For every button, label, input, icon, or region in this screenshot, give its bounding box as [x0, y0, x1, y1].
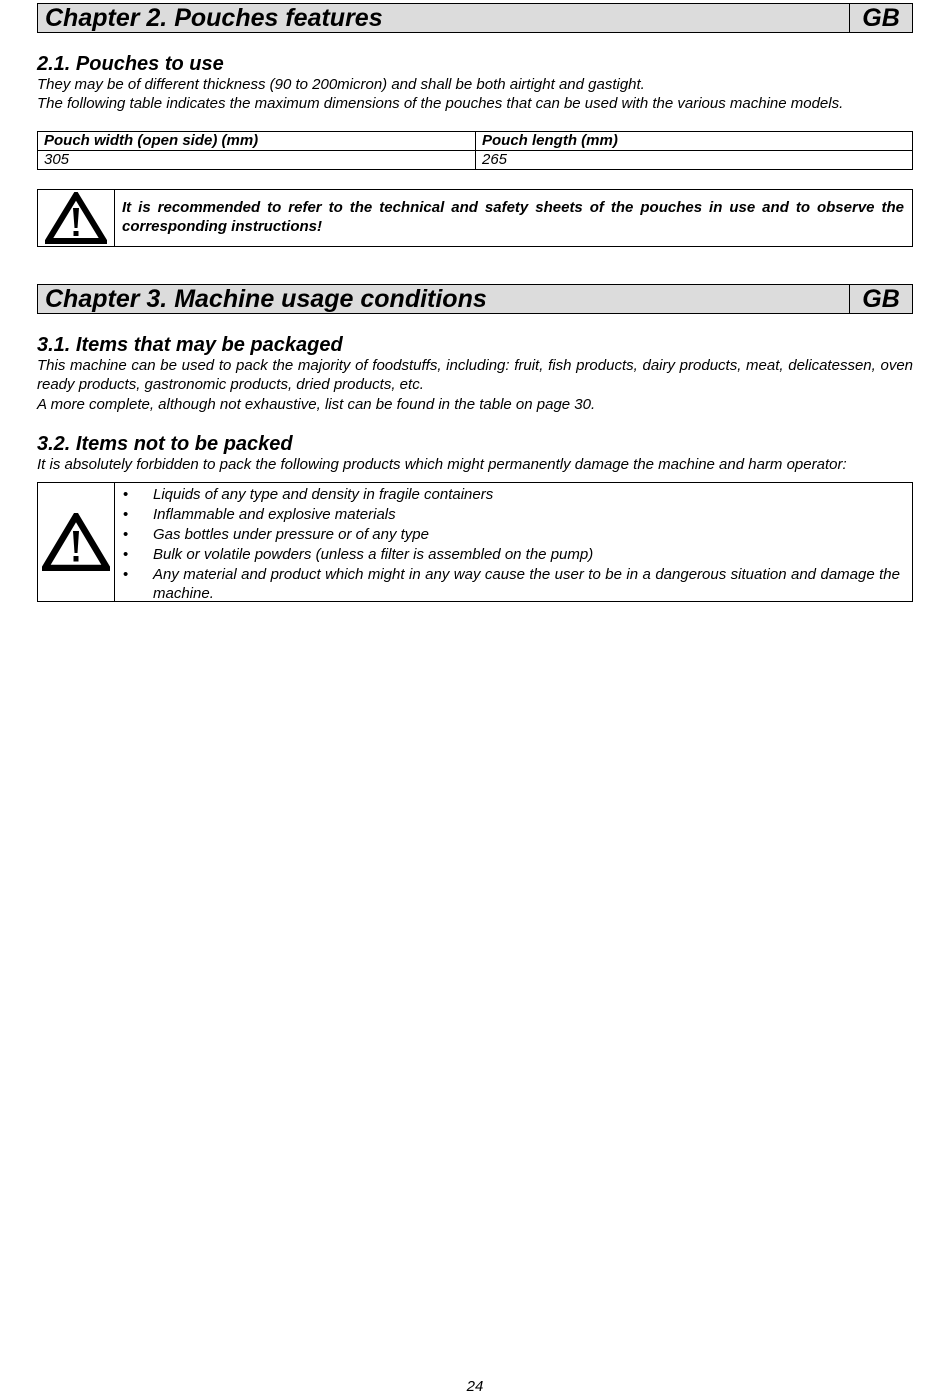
cell-pouch-length: 265 [476, 150, 913, 169]
section-2-1-paragraph-1: They may be of different thickness (90 to 200micron) and shall be both airtight and gastight. [37, 76, 645, 93]
section-3-1-paragraph-1: This machine can be used to pack the majority of foodstuffs, including: fruit, fish products, dairy products, meat, delicatessen, oven ready products, gastronomic products, dried products, etc. [37, 356, 913, 394]
pouch-safety-warning [37, 189, 913, 247]
section-3-2-paragraph-1: It is absolutely forbidden to pack the following products which might permanently damage the machine and harm operator: [37, 456, 847, 474]
list-item: • Gas bottles under pressure or of any type [153, 525, 900, 545]
section-2-1-paragraph-2: The following table indicates the maximum dimensions of the pouches that can be used with the various machine models. [37, 95, 844, 113]
chapter-3-header [37, 284, 913, 314]
chapter-3-title: Chapter 3. Machine usage conditions [45, 284, 487, 313]
pouch-warning-text: It is recommended to refer to the technical and safety sheets of the pouches in use and to observe the corresponding instructions! [122, 198, 904, 236]
table-header-row [38, 131, 913, 150]
header-pouch-length: Pouch length (mm) [476, 131, 913, 150]
warning-icon-cell [38, 483, 115, 601]
forbidden-items-box [37, 482, 913, 602]
page-number: 24 [466, 1378, 484, 1395]
section-3-1-paragraph-2: A more complete, although not exhaustive, list can be found in the table on page 30. [37, 395, 596, 413]
pouch-dimensions-table [37, 131, 913, 170]
section-2-1-heading: 2.1. Pouches to use [37, 53, 224, 75]
forbidden-items-list [115, 483, 912, 601]
chapter-3-language: GB [849, 285, 912, 313]
warning-icon-cell [38, 190, 115, 246]
list-item: • Bulk or volatile powders (unless a filter is assembled on the pump) [153, 545, 900, 565]
chapter-2-language: GB [849, 4, 912, 32]
section-3-1-heading: 3.1. Items that may be packaged [37, 333, 343, 356]
manual-page [37, 3, 913, 602]
chapter-2-title: Chapter 2. Pouches features [45, 4, 383, 32]
table-row [38, 150, 913, 169]
cell-pouch-width: 305 [38, 150, 476, 169]
chapter-2-header [37, 3, 913, 33]
list-item: • Liquids of any type and density in fragile containers [153, 485, 900, 505]
warning-triangle-icon [42, 513, 110, 571]
section-3-2-heading: 3.2. Items not to be packed [37, 433, 293, 456]
list-item: • Any material and product which might in any way cause the user to be in a dangerous situation and damage the machine. [153, 565, 900, 605]
warning-triangle-icon [45, 192, 107, 244]
header-pouch-width: Pouch width (open side) (mm) [38, 131, 476, 150]
list-item: • Inflammable and explosive materials [153, 505, 900, 525]
